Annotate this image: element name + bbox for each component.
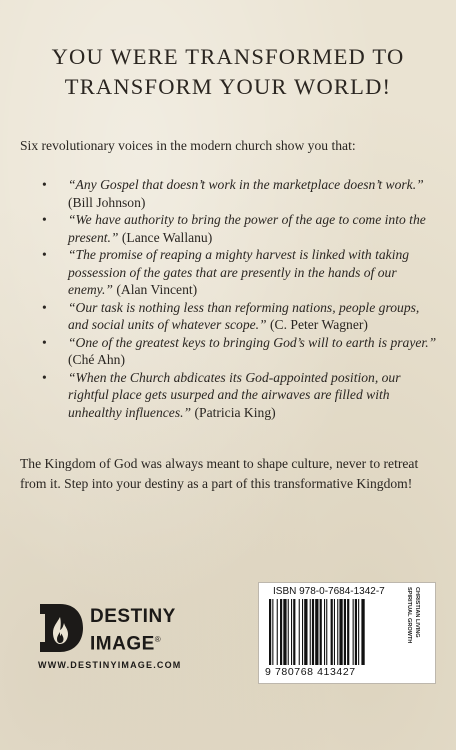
- publisher-name-word-2: IMAGE: [90, 633, 155, 655]
- publisher-name-line-2: [90, 629, 161, 655]
- quote-item: [20, 246, 440, 299]
- publisher-name-line-1: DESTINY: [90, 606, 176, 627]
- back-cover-headline: [0, 42, 456, 102]
- bullet-icon: •: [42, 334, 47, 350]
- quote-item: [20, 369, 440, 422]
- isbn-number: ISBN 978-0-7684-1342-7: [273, 586, 385, 597]
- quote-author: (Bill Johnson): [68, 194, 146, 210]
- quote-item: [20, 299, 440, 334]
- category-label: [405, 587, 429, 677]
- quote-text: “The promise of reaping a mighty harvest is linked with taking possession of the gates that are presently in the hands of our enemy.”: [68, 247, 410, 297]
- bullet-icon: •: [42, 212, 47, 227]
- quote-text: “One of the greatest keys to bringing God’s will to earth is prayer.”: [68, 334, 437, 350]
- barcode-digits: 9 780768 413427: [265, 666, 356, 678]
- registered-mark: ®: [154, 635, 162, 644]
- bullet-icon: •: [42, 299, 47, 315]
- quote-item: [20, 176, 440, 211]
- publisher-logo: [38, 602, 208, 672]
- quote-item: [20, 334, 440, 369]
- quote-author: (Lance Wallanu): [121, 229, 213, 245]
- quote-text: “Our task is nothing less than reforming nations, people groups, and social units of whatever scope.”: [68, 299, 420, 332]
- destiny-image-flame-logo-icon: [38, 602, 84, 654]
- category-line-1: SPIRITUAL GROWTH: [406, 587, 412, 644]
- quote-text: “We have authority to bring the power of the age to come into the present.”: [68, 212, 426, 245]
- closing-text: The Kingdom of God was always meant to shape culture, never to retreat from it. Step into your destiny as a part of this transformative Kingdom!: [20, 456, 419, 491]
- quote-author: (Patricia King): [194, 404, 276, 420]
- quote-author: (C. Peter Wagner): [270, 317, 368, 332]
- bullet-icon: •: [42, 369, 47, 385]
- isbn-barcode-box: [258, 582, 436, 684]
- headline-line-1: YOU WERE TRANSFORMED TO: [51, 44, 405, 69]
- headline-line-2: TRANSFORM YOUR WORLD!: [64, 74, 392, 99]
- quote-author: (Alan Vincent): [116, 282, 198, 297]
- quote-author: (Ché Ahn): [68, 352, 126, 367]
- quote-text: “Any Gospel that doesn’t work in the marketplace doesn’t work.”: [68, 177, 424, 192]
- quote-list: [20, 176, 440, 421]
- intro-text: Six revolutionary voices in the modern church show you that:: [20, 138, 356, 153]
- quote-text: “When the Church abdicates its God-appointed position, our rightful place gets usurped and the airwaves are filled with unhealthy influences.”: [68, 369, 401, 420]
- category-line-2: CHRISTIAN LIVING: [414, 587, 420, 638]
- bullet-icon: •: [42, 247, 47, 262]
- barcode-icon: [267, 599, 399, 665]
- quote-item: [20, 211, 440, 246]
- publisher-url: WWW.DESTINYIMAGE.COM: [38, 660, 182, 670]
- bullet-icon: •: [42, 177, 47, 192]
